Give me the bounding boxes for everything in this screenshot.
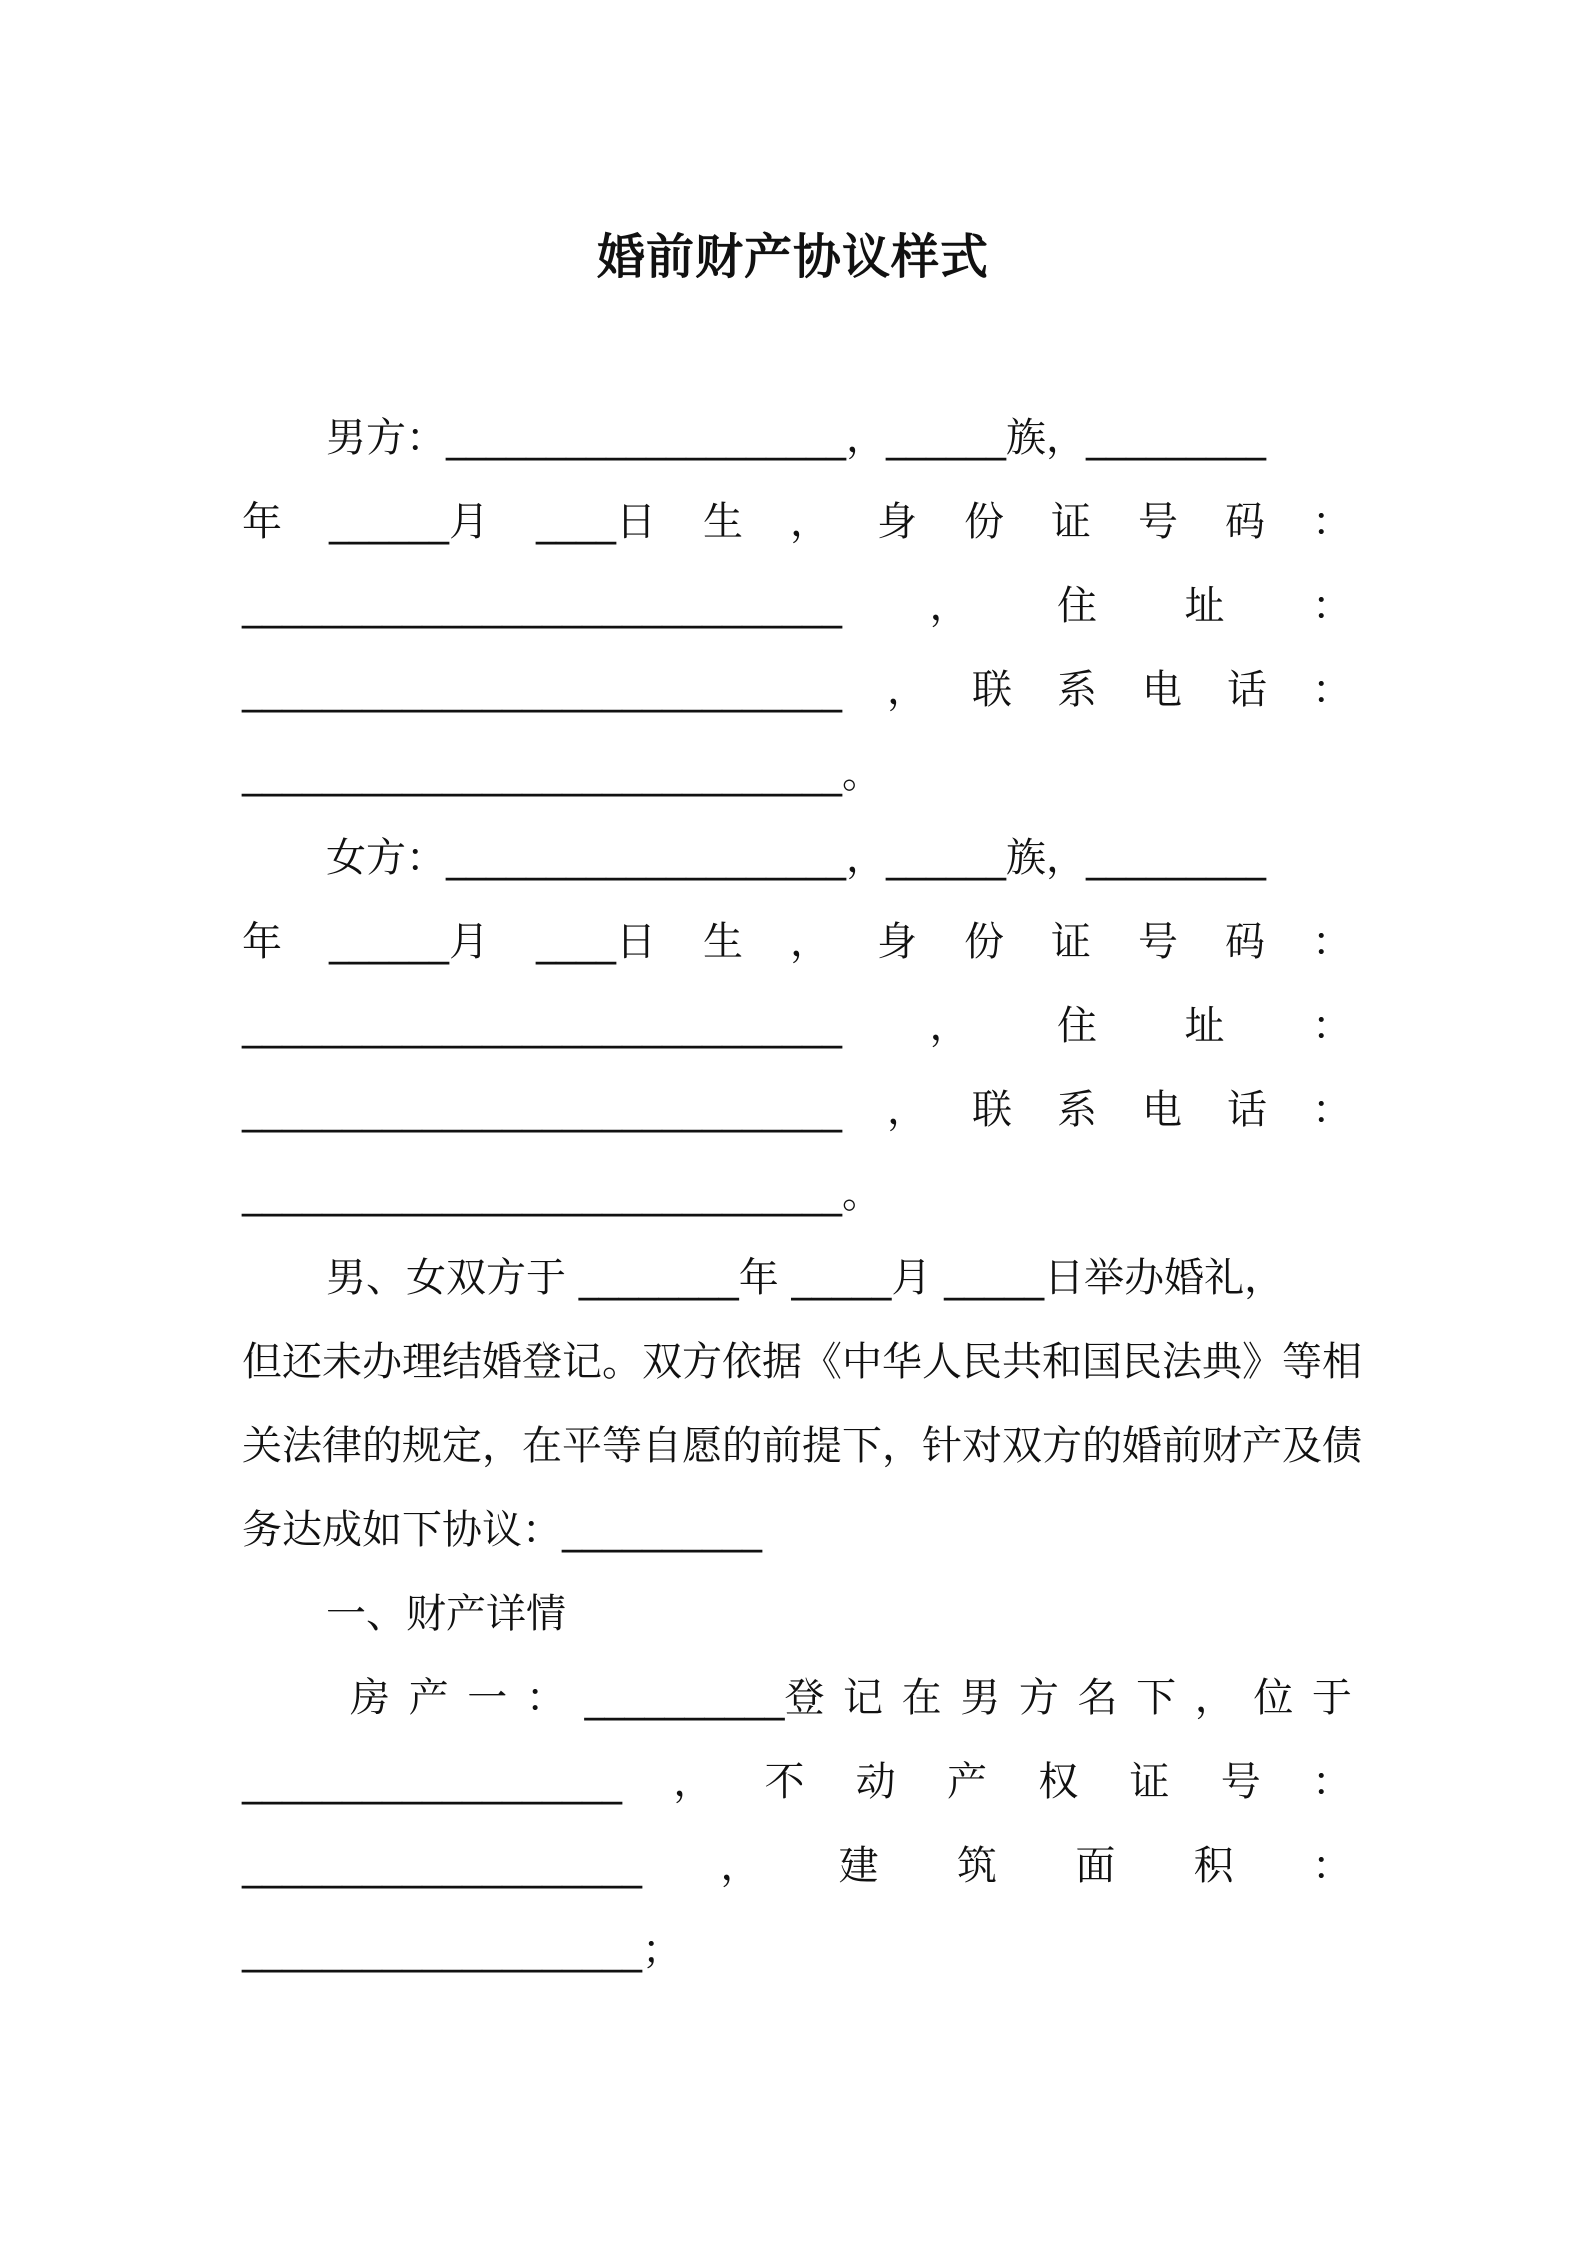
- text-segment: ______月: [329, 499, 489, 545]
- female-line-2: [242, 914, 1352, 970]
- text-segment: 年: [242, 919, 282, 965]
- male-line-1-text: 男方：____________________，______族，_________: [326, 415, 1266, 461]
- text-segment: 积: [1193, 1843, 1234, 1889]
- text-segment: 一: [467, 1675, 508, 1721]
- text-segment: ：: [1312, 499, 1352, 545]
- text-segment: ：: [1312, 1087, 1352, 1133]
- text-segment: 筑: [956, 1843, 997, 1889]
- text-segment: 电: [1142, 1087, 1182, 1133]
- text-segment: ，: [720, 1843, 761, 1889]
- male-line-3: [242, 578, 1352, 634]
- text-segment: ______________________________: [242, 1087, 842, 1133]
- text-segment: 身: [877, 919, 917, 965]
- text-segment: 务达成如下协议：__________: [242, 1507, 762, 1553]
- text-segment: ______________________________: [242, 583, 842, 629]
- text-segment: 话: [1227, 667, 1267, 713]
- house-line-4: [242, 1922, 1352, 1978]
- section-1-title: 一、财产详情: [326, 1591, 566, 1637]
- text-segment: 住: [1057, 1003, 1097, 1049]
- female-line-4: [242, 1082, 1352, 1138]
- paragraph-line-4: [242, 1502, 1352, 1558]
- text-segment: 话: [1227, 1087, 1267, 1133]
- text-segment: ____________________: [242, 1843, 642, 1889]
- text-segment: ，: [887, 1087, 927, 1133]
- text-segment: 下: [1136, 1675, 1177, 1721]
- text-segment: 男、女双方于 ________年 _____月 _____日举办婚礼，: [326, 1255, 1285, 1301]
- text-segment: ，: [887, 667, 927, 713]
- text-segment: ，: [929, 1003, 970, 1049]
- text-segment: ：: [1312, 919, 1352, 965]
- text-segment: 号: [1138, 919, 1178, 965]
- male-line-4: [242, 662, 1352, 718]
- text-segment: 方: [1018, 1675, 1059, 1721]
- text-segment: 权: [1038, 1759, 1079, 1805]
- text-segment: 系: [1057, 667, 1097, 713]
- text-segment: 证: [1051, 919, 1091, 965]
- text-segment: 建: [838, 1843, 879, 1889]
- text-segment: 证: [1129, 1759, 1170, 1805]
- male-line-2: [242, 494, 1352, 550]
- paragraph-line-1: [326, 1250, 1352, 1306]
- text-segment: ，: [929, 583, 970, 629]
- text-segment: 号: [1220, 1759, 1261, 1805]
- text-segment: ：: [1312, 1759, 1352, 1805]
- text-segment: ______月: [329, 919, 489, 965]
- text-segment: ，: [790, 919, 830, 965]
- text-segment: 位: [1253, 1675, 1294, 1721]
- text-segment: 码: [1225, 499, 1265, 545]
- text-segment: 生: [703, 499, 743, 545]
- text-segment: 证: [1051, 499, 1091, 545]
- text-segment: 份: [964, 499, 1004, 545]
- text-segment: ____日: [536, 919, 656, 965]
- female-line-3: [242, 998, 1352, 1054]
- paragraph-line-2: [242, 1334, 1362, 1390]
- text-segment: ______________________________: [242, 667, 842, 713]
- text-segment: 份: [964, 919, 1004, 965]
- text-segment: ：: [1312, 667, 1352, 713]
- text-segment: ___________________: [242, 1759, 622, 1805]
- house-line-2: [242, 1754, 1352, 1810]
- text-segment: 动: [855, 1759, 896, 1805]
- text-segment: ，: [790, 499, 830, 545]
- text-segment: 生: [703, 919, 743, 965]
- text-segment: 产: [408, 1675, 449, 1721]
- text-segment: 房: [350, 1675, 390, 1721]
- text-segment: 身: [877, 499, 917, 545]
- text-segment: 联: [972, 1087, 1012, 1133]
- text-segment: ，: [1194, 1675, 1235, 1721]
- text-segment: ______________________________。: [242, 751, 882, 797]
- text-segment: 系: [1057, 1087, 1097, 1133]
- text-segment: ______________________________。: [242, 1171, 882, 1217]
- text-segment: ：: [525, 1675, 566, 1721]
- text-segment: 于: [1311, 1675, 1352, 1721]
- text-segment: 面: [1075, 1843, 1116, 1889]
- text-segment: ，: [673, 1759, 714, 1805]
- text-segment: ：: [1311, 1843, 1352, 1889]
- text-segment: __________登: [584, 1675, 825, 1721]
- female-line-1: [326, 830, 1352, 886]
- text-segment: 号: [1138, 499, 1178, 545]
- house-line-3: [242, 1838, 1352, 1894]
- female-line-5: [242, 1166, 1352, 1222]
- text-segment: 在: [901, 1675, 942, 1721]
- section-heading: [326, 1586, 1352, 1642]
- text-segment: 但还未办理结婚登记。双方依据《中华人民共和国民法典》等相: [242, 1339, 1362, 1385]
- text-segment: 住: [1057, 583, 1097, 629]
- house-line-1: [350, 1670, 1352, 1726]
- text-segment: 码: [1225, 919, 1265, 965]
- text-segment: 年: [242, 499, 282, 545]
- text-segment: 电: [1142, 667, 1182, 713]
- male-line-1: [326, 410, 1352, 466]
- text-segment: ：: [1312, 583, 1352, 629]
- text-segment: 联: [972, 667, 1012, 713]
- female-line-1-text: 女方：____________________，______族，_________: [326, 835, 1266, 881]
- text-segment: 产: [947, 1759, 987, 1805]
- text-segment: 男: [960, 1675, 1001, 1721]
- paragraph-line-3: [242, 1418, 1362, 1474]
- text-segment: 不: [764, 1759, 805, 1805]
- document-title: 婚前财产协议样式: [596, 229, 989, 285]
- text-segment: ：: [1312, 1003, 1352, 1049]
- text-segment: ____________________；: [242, 1927, 682, 1973]
- text-segment: 名: [1077, 1675, 1118, 1721]
- text-segment: ____日: [536, 499, 656, 545]
- text-segment: 关法律的规定，在平等自愿的前提下，针对双方的婚前财产及债: [242, 1423, 1362, 1469]
- male-line-5: [242, 746, 1352, 802]
- text-segment: 记: [843, 1675, 884, 1721]
- text-segment: 址: [1184, 583, 1225, 629]
- text-segment: 址: [1184, 1003, 1225, 1049]
- text-segment: ______________________________: [242, 1003, 842, 1049]
